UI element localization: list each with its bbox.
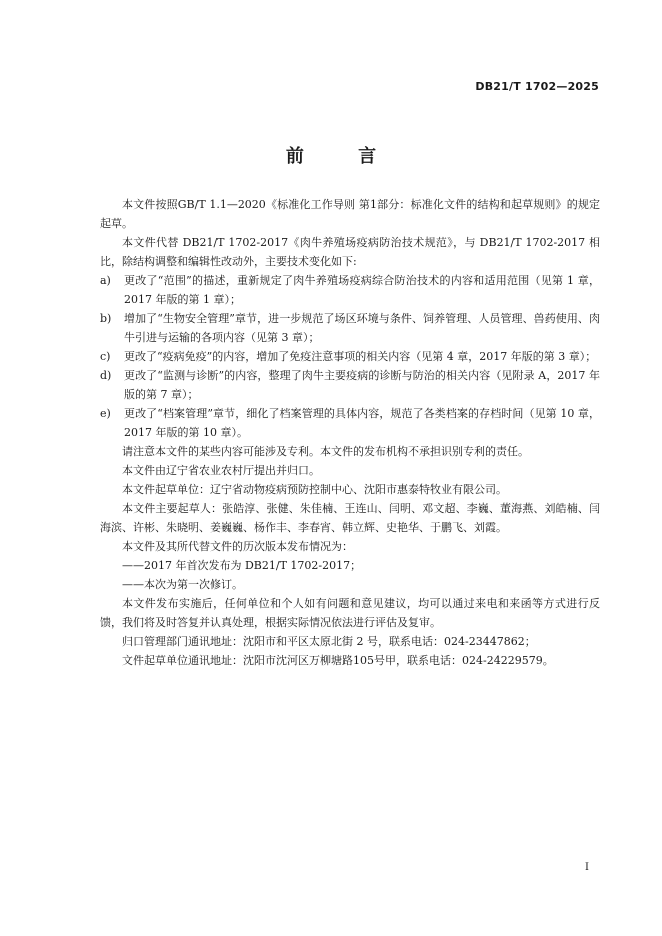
list-text: 增加了“生物安全管理”章节，进一步规范了场区环境与条件、饲养管理、人员管理、兽药使用、肉牛引进与运输的各项内容（见第 3 章）； [124, 312, 600, 344]
list-marker: d) [100, 369, 112, 382]
version-history-heading: 本文件及其所代替文件的历次版本发布情况为： [122, 540, 353, 553]
intro-paragraph: 本文件按照GB/T 1.1—2020《标准化工作导则 第1部分：标准化文件的结构和起草规则》的规定起草。 [100, 198, 600, 230]
change-list-item [100, 271, 600, 309]
version-history-item: ——本次为第一次修订。 [122, 578, 243, 591]
drafting-units: 本文件起草单位：辽宁省动物疫病预防控制中心、沈阳市惠泰特牧业有限公司。 [122, 483, 507, 496]
document-code: DB21/T 1702—2025 [475, 80, 599, 93]
intro-paragraph: 本文件代替 DB21/T 1702-2017《肉牛养殖场疫病防治技术规范》，与 DB21/T 1702-2017 相比，除结构调整和编辑性改动外，主要技术变化如下: [100, 236, 600, 268]
section-title: 前 言 [285, 146, 401, 167]
list-marker: c) [100, 350, 111, 363]
change-list-item [100, 347, 600, 366]
list-text: 更改了“档案管理”章节，细化了档案管理的具体内容，规范了各类档案的存档时间（见第 10 章，2017 年版的第 10 章）。 [124, 407, 600, 439]
change-list-item [100, 404, 600, 442]
list-marker: b) [100, 312, 112, 325]
change-list-item [100, 366, 600, 404]
foreword-body [100, 195, 600, 670]
drafters: 本文件主要起草人：张皓淳、张健、朱佳楠、王连山、闫明、邓文超、李巍、董海燕、刘皓楠、闫海滨、许彬、朱晓明、姜巍巍、杨作丰、李春宵、韩立辉、史艳华、于鹏飞、刘霞。 [100, 502, 600, 534]
list-text: 更改了“范围”的描述，重新规定了肉牛养殖场疫病综合防治技术的内容和适用范围（见第 1 章，2017 年版的第 1 章）； [124, 274, 600, 306]
list-marker: e) [100, 407, 111, 420]
change-list-item [100, 309, 600, 347]
page-number: I [585, 862, 589, 873]
list-marker: a) [100, 274, 111, 287]
proposer-statement: 本文件由辽宁省农业农村厅提出并归口。 [122, 464, 320, 477]
drafting-unit-address: 文件起草单位通讯地址：沈阳市沈河区万柳塘路105号甲，联系电话：024-24229579。 [122, 654, 554, 667]
authority-address: 归口管理部门通讯地址：沈阳市和平区太原北街 2 号，联系电话：024-23447862； [122, 635, 536, 648]
version-history-item: ——2017 年首次发布为 DB21/T 1702-2017； [122, 559, 362, 572]
list-text: 更改了“监测与诊断”的内容，整理了肉牛主要疫病的诊断与防治的相关内容（见附录 A，2017 年版的第 7 章）； [124, 369, 600, 401]
list-text: 更改了“疫病免疫”的内容，增加了免疫注意事项的相关内容（见第 4 章，2017 年版的第 3 章）； [124, 350, 597, 363]
feedback-statement: 本文件发布实施后，任何单位和个人如有问题和意见建议，均可以通过来电和来函等方式进行反馈，我们将及时答复并认真处理，根据实际情况依法进行评估及复审。 [100, 597, 600, 629]
patent-notice: 请注意本文件的某些内容可能涉及专利。本文件的发布机构不承担识别专利的责任。 [122, 445, 529, 458]
